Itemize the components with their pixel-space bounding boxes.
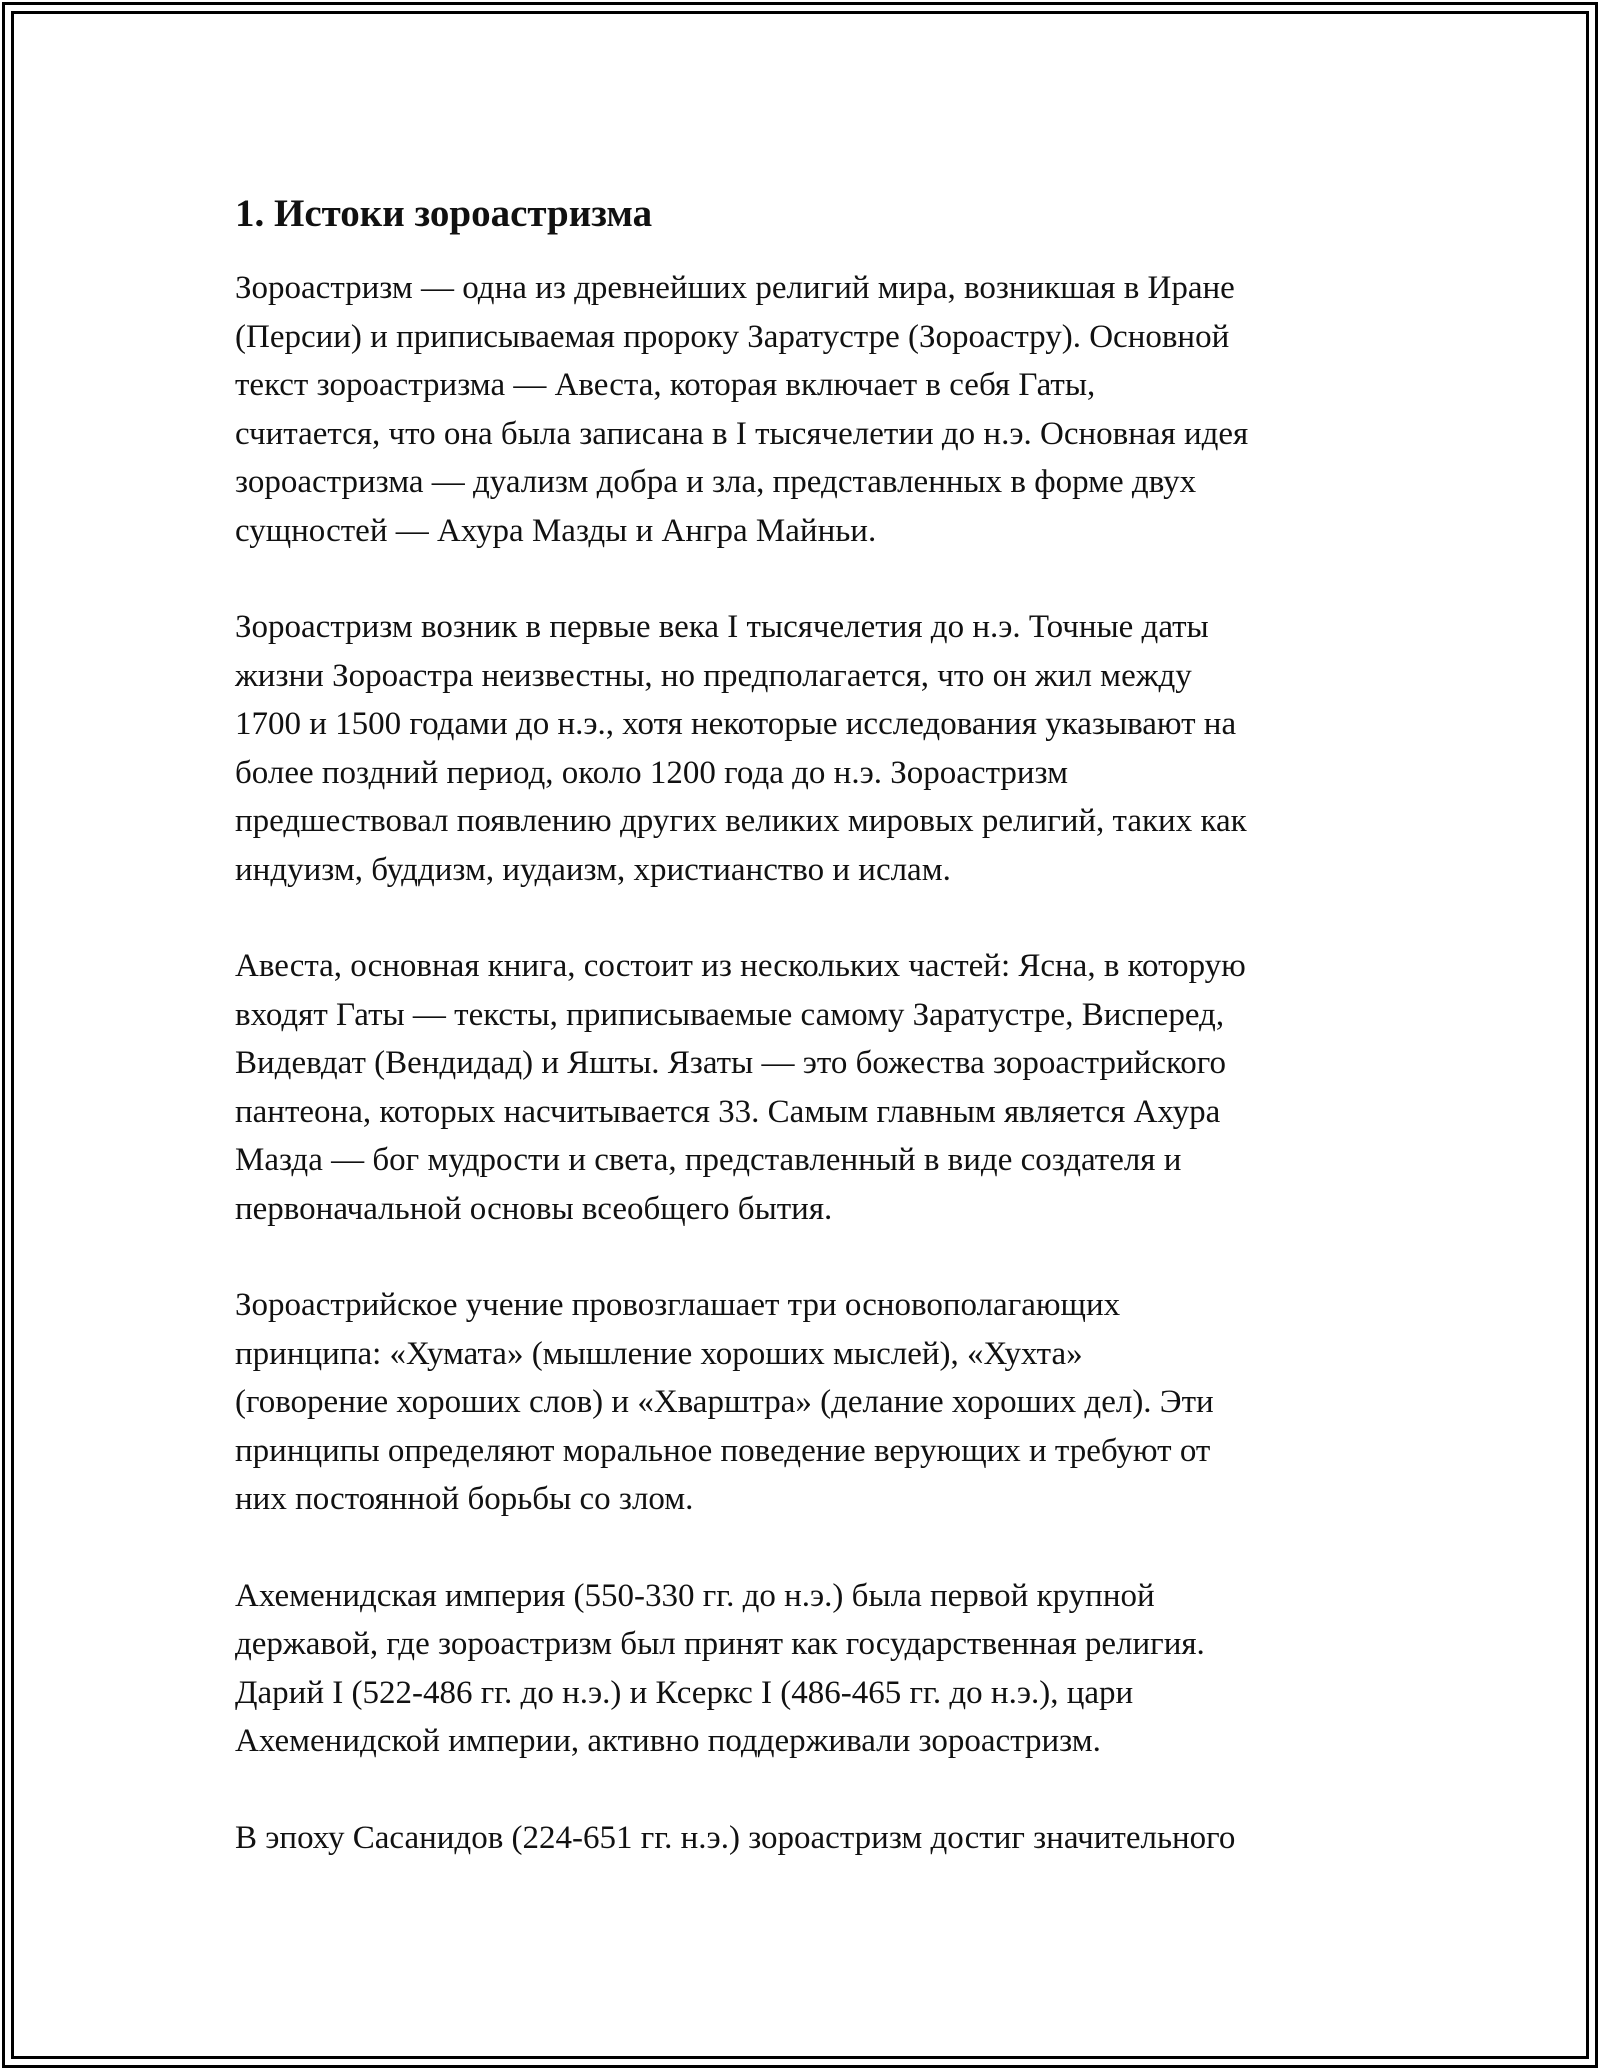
text-line: первоначальной основы всеобщего бытия. — [235, 1190, 833, 1227]
paragraph-4 — [235, 1281, 1375, 1524]
text-line: державой, где зороастризм был принят как государственная религия. — [235, 1626, 1205, 1662]
text-line: Ахеменидская империя (550-330 гг. до н.э.) была первой крупной — [235, 1577, 1155, 1614]
text-line: (говорение хороших слов) и «Хварштра» (делание хороших дел). Эти — [235, 1384, 1214, 1420]
text-line: жизни Зороастра неизвестны, но предполагается, что он жил между — [235, 657, 1192, 694]
text-line: Ахеменидской империи, активно поддерживали зороастризм. — [235, 1723, 1101, 1759]
text-line: входят Гаты — тексты, приписываемые самому Заратустре, Висперед, — [235, 996, 1225, 1033]
text-line: Зороастризм — одна из древнейших религий мира, возникшая в Иране — [235, 270, 1235, 306]
paragraph-2 — [235, 603, 1375, 894]
paragraph-5 — [235, 1572, 1375, 1766]
section-heading: 1. Истоки зороастризма — [235, 192, 653, 235]
document-body — [235, 188, 1375, 1910]
text-line: принципа: «Хумата» (мышление хороших мыслей), «Хухта» — [235, 1335, 1083, 1372]
text-line: индуизм, буддизм, иудаизм, христианство и ислам. — [235, 851, 951, 888]
text-line: предшествовал появлению других великих мировых религий, таких как — [235, 803, 1247, 839]
text-line: них постоянной борьбы со злом. — [235, 1481, 694, 1517]
text-line: В эпоху Сасанидов (224-651 гг. н.э.) зороастризм достиг значительного — [235, 1819, 1236, 1856]
paragraph-6 — [235, 1814, 1375, 1863]
text-line: Видевдат (Вендидад) и Яшты. Язаты — это божества зороастрийского — [235, 1045, 1227, 1081]
text-line: текст зороастризма — Авеста, которая включает в себя Гаты, — [235, 367, 1096, 403]
paragraph-3 — [235, 942, 1375, 1233]
text-line: Зороастризм возник в первые века I тысячелетия до н.э. Точные даты — [235, 609, 1209, 645]
text-line: сущностей — Ахура Мазды и Ангра Майньи. — [235, 512, 877, 549]
paragraph-1 — [235, 264, 1375, 555]
text-line: зороастризма — дуализм добра и зла, представленных в форме двух — [235, 464, 1197, 500]
text-line: пантеона, которых насчитывается 33. Самым главным является Ахура — [235, 1093, 1221, 1130]
text-line: 1700 и 1500 годами до н.э., хотя некоторые исследования указывают на — [235, 706, 1237, 742]
text-line: Дарий I (522-486 гг. до н.э.) и Ксеркс I (486-465 гг. до н.э.), цари — [235, 1674, 1134, 1711]
text-line: Авеста, основная книга, состоит из нескольких частей: Ясна, в которую — [235, 948, 1246, 984]
text-line: (Персии) и приписываемая пророку Заратустре (Зороастру). Основной — [235, 318, 1230, 355]
text-line: Мазда — бог мудрости и света, представленный в виде создателя и — [235, 1142, 1182, 1178]
text-line: Зороастрийское учение провозглашает три основополагающих — [235, 1287, 1121, 1323]
text-line: более поздний период, около 1200 года до н.э. Зороастризм — [235, 754, 1069, 791]
text-line: считается, что она была записана в I тысячелетии до н.э. Основная идея — [235, 415, 1249, 452]
text-line: принципы определяют моральное поведение верующих и требуют от — [235, 1432, 1211, 1469]
